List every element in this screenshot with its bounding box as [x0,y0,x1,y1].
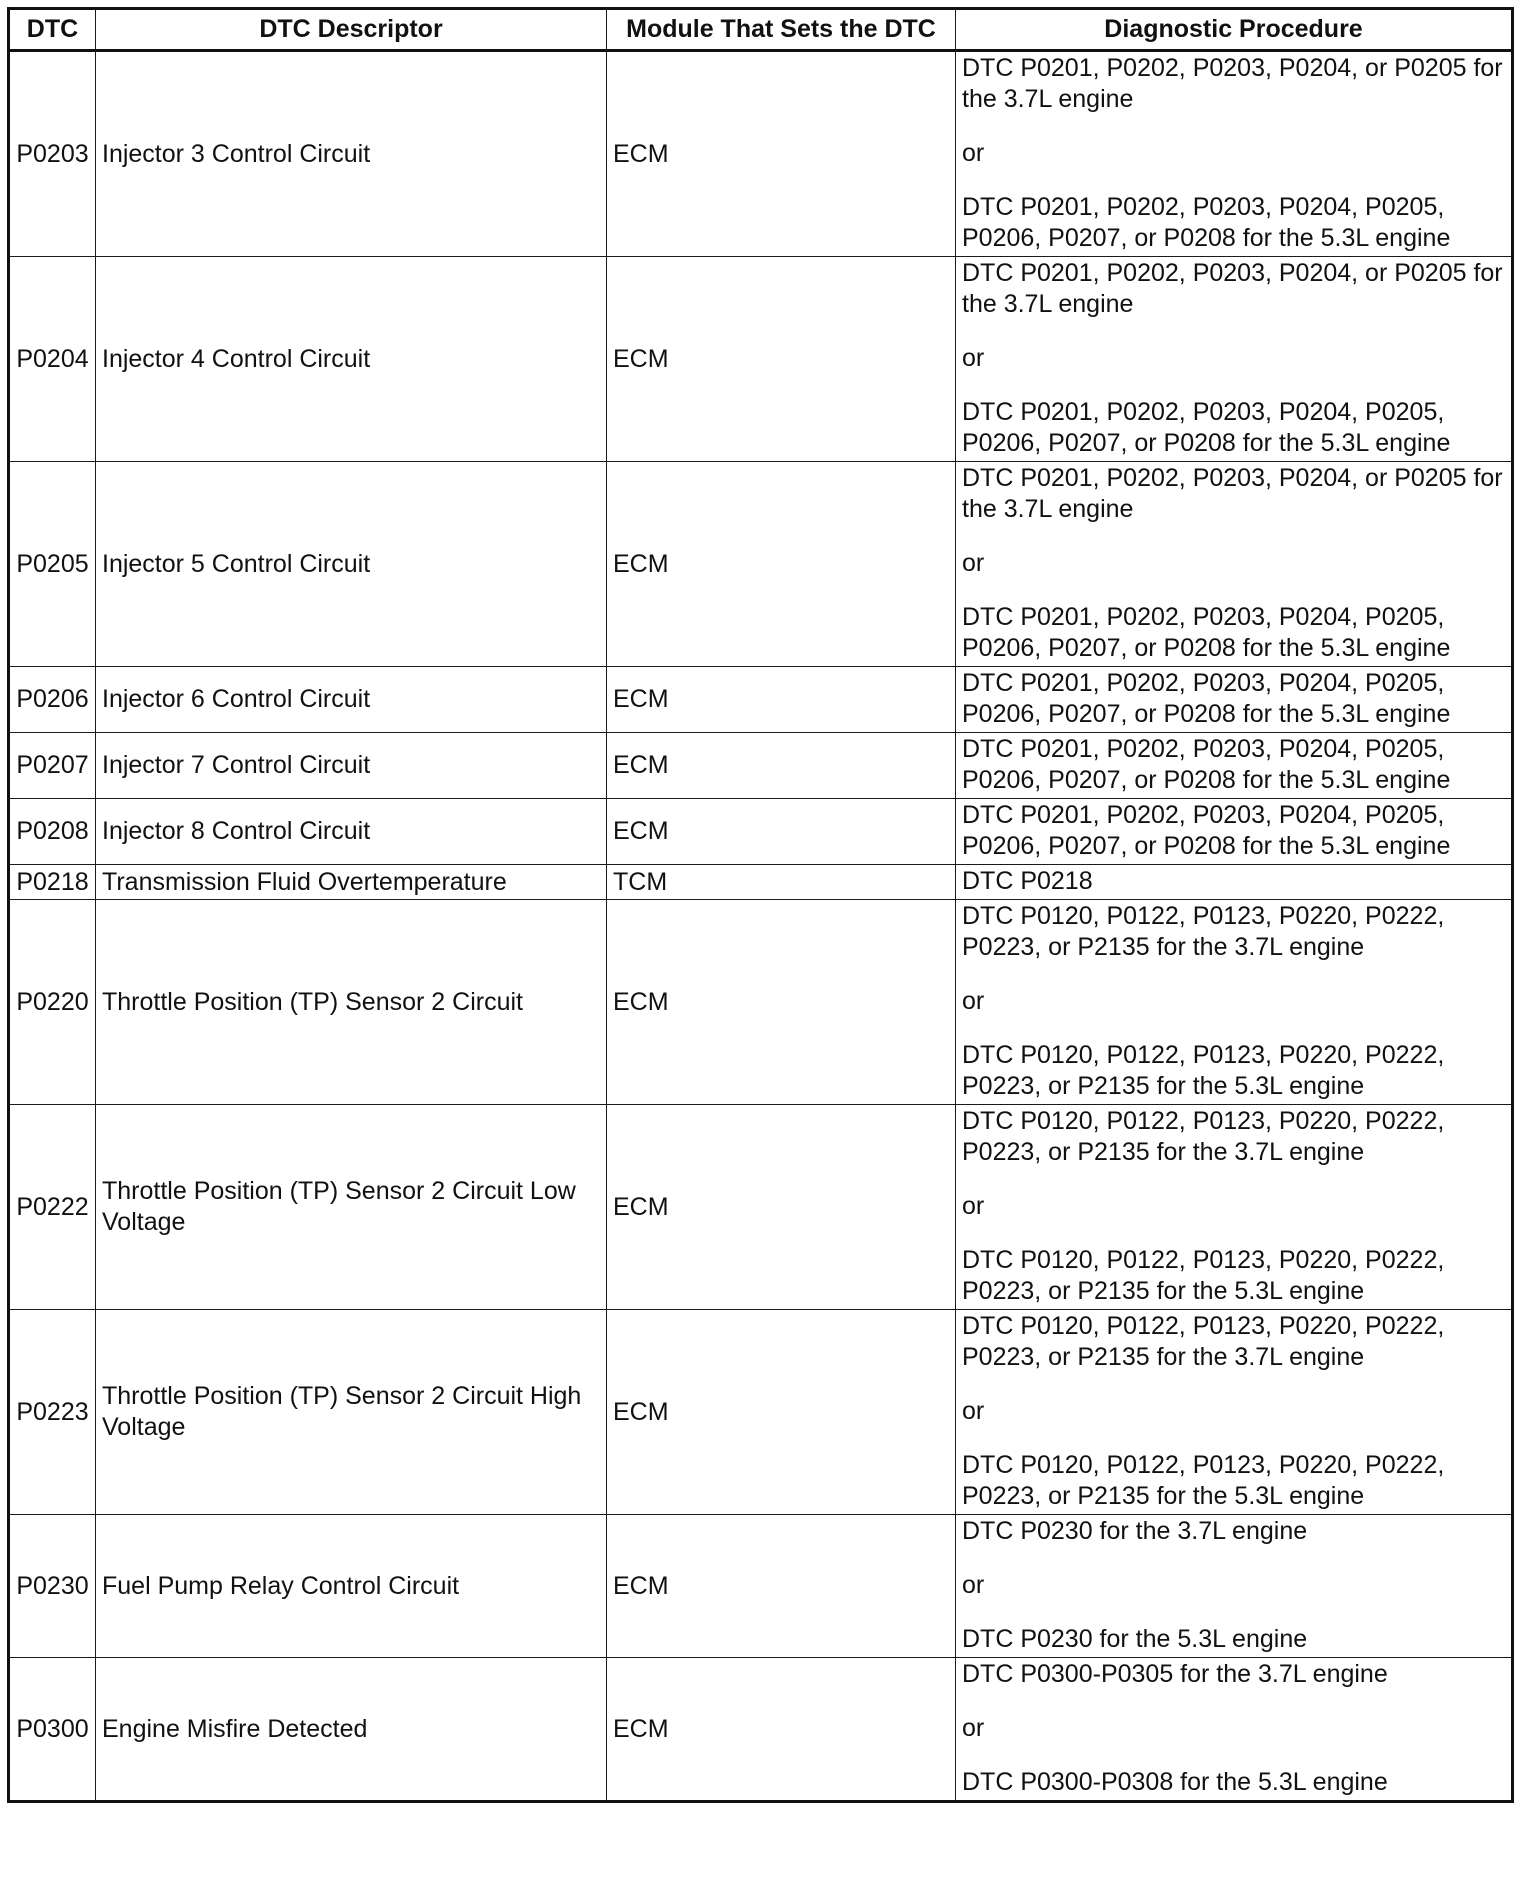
paragraph-spacer [962,1744,1505,1767]
diagnostic-procedure-cell [956,733,1513,799]
module-cell: ECM [607,1310,956,1515]
paragraph-spacer [962,374,1505,397]
procedure-text: DTC P0201, P0202, P0203, P0204, or P0205 for the 3.7L engine [962,259,1503,318]
procedure-text: DTC P0120, P0122, P0123, P0220, P0222, P0223, or P2135 for the 5.3L engine [962,1041,1445,1100]
header-row [9,9,1513,51]
dtc-descriptor-cell: Fuel Pump Relay Control Circuit [96,1515,607,1658]
module-cell: ECM [607,257,956,462]
diagnostic-procedure-cell [956,799,1513,865]
procedure-or-separator: or [962,1571,985,1599]
dtc-code-cell: P0205 [9,462,96,667]
table-row [9,1515,1513,1658]
dtc-code-cell: P0203 [9,51,96,257]
paragraph-spacer [962,1017,1505,1040]
dtc-code-cell: P0230 [9,1515,96,1658]
module-cell: ECM [607,1105,956,1310]
paragraph-spacer [962,579,1505,602]
module-cell: ECM [607,1658,956,1802]
diagnostic-procedure-cell [956,1105,1513,1310]
procedure-or-separator: or [962,344,985,372]
procedure-text: DTC P0120, P0122, P0123, P0220, P0222, P0223, or P2135 for the 5.3L engine [962,1246,1445,1305]
procedure-text: DTC P0218 [962,867,1093,895]
header-dtc: DTC [9,9,96,51]
dtc-table-container [7,7,1514,1803]
table-header [9,9,1513,51]
dtc-descriptor-cell: Injector 7 Control Circuit [96,733,607,799]
module-cell: ECM [607,667,956,733]
dtc-descriptor-cell: Throttle Position (TP) Sensor 2 Circuit [96,900,607,1105]
procedure-text: DTC P0230 for the 5.3L engine [962,1625,1308,1653]
paragraph-spacer [962,1601,1505,1624]
table-row [9,865,1513,900]
module-cell: TCM [607,865,956,900]
paragraph-spacer [962,320,1505,343]
procedure-or-separator: or [962,987,985,1015]
procedure-text: DTC P0230 for the 3.7L engine [962,1517,1308,1545]
procedure-or-separator: or [962,139,985,167]
dtc-descriptor-cell: Engine Misfire Detected [96,1658,607,1802]
table-row [9,733,1513,799]
dtc-code-cell: P0220 [9,900,96,1105]
dtc-descriptor-cell: Throttle Position (TP) Sensor 2 Circuit Low Voltage [96,1105,607,1310]
procedure-text: DTC P0201, P0202, P0203, P0204, P0205, P0206, P0207, or P0208 for the 5.3L engine [962,735,1451,794]
dtc-code-cell: P0222 [9,1105,96,1310]
paragraph-spacer [962,115,1505,138]
diagnostic-procedure-cell [956,900,1513,1105]
dtc-code-cell: P0208 [9,799,96,865]
dtc-descriptor-cell: Injector 4 Control Circuit [96,257,607,462]
diagnostic-procedure-cell [956,667,1513,733]
procedure-text: DTC P0201, P0202, P0203, P0204, or P0205 for the 3.7L engine [962,464,1503,523]
dtc-descriptor-cell: Injector 5 Control Circuit [96,462,607,667]
paragraph-spacer [962,1547,1505,1570]
procedure-text: DTC P0120, P0122, P0123, P0220, P0222, P0223, or P2135 for the 3.7L engine [962,902,1445,961]
paragraph-spacer [962,963,1505,986]
procedure-text: DTC P0201, P0202, P0203, P0204, P0205, P0206, P0207, or P0208 for the 5.3L engine [962,193,1451,252]
paragraph-spacer [962,1168,1505,1191]
dtc-descriptor-cell: Transmission Fluid Overtemperature [96,865,607,900]
module-cell: ECM [607,799,956,865]
table-row [9,1658,1513,1802]
dtc-table [7,7,1514,1803]
paragraph-spacer [962,1427,1505,1450]
dtc-descriptor-cell: Injector 8 Control Circuit [96,799,607,865]
paragraph-spacer [962,1222,1505,1245]
procedure-or-separator: or [962,549,985,577]
diagnostic-procedure-cell [956,51,1513,257]
dtc-code-cell: P0207 [9,733,96,799]
procedure-text: DTC P0201, P0202, P0203, P0204, P0205, P0206, P0207, or P0208 for the 5.3L engine [962,603,1451,662]
procedure-text: DTC P0300-P0305 for the 3.7L engine [962,1660,1388,1688]
paragraph-spacer [962,525,1505,548]
table-row [9,1105,1513,1310]
diagnostic-procedure-cell [956,1515,1513,1658]
module-cell: ECM [607,900,956,1105]
procedure-text: DTC P0120, P0122, P0123, P0220, P0222, P0223, or P2135 for the 3.7L engine [962,1312,1445,1371]
paragraph-spacer [962,1373,1505,1396]
header-diagnostic-procedure: Diagnostic Procedure [956,9,1513,51]
table-row [9,51,1513,257]
table-row [9,667,1513,733]
dtc-descriptor-cell: Injector 6 Control Circuit [96,667,607,733]
table-row [9,462,1513,667]
dtc-descriptor-cell: Injector 3 Control Circuit [96,51,607,257]
module-cell: ECM [607,51,956,257]
module-cell: ECM [607,733,956,799]
module-cell: ECM [607,462,956,667]
diagnostic-procedure-cell [956,257,1513,462]
table-body [9,51,1513,1802]
procedure-text: DTC P0120, P0122, P0123, P0220, P0222, P0223, or P2135 for the 3.7L engine [962,1107,1445,1166]
procedure-text: DTC P0120, P0122, P0123, P0220, P0222, P0223, or P2135 for the 5.3L engine [962,1451,1445,1510]
paragraph-spacer [962,169,1505,192]
procedure-text: DTC P0300-P0308 for the 5.3L engine [962,1768,1388,1796]
table-row [9,257,1513,462]
dtc-code-cell: P0223 [9,1310,96,1515]
header-dtc-descriptor: DTC Descriptor [96,9,607,51]
table-row [9,799,1513,865]
table-row [9,1310,1513,1515]
procedure-text: DTC P0201, P0202, P0203, P0204, P0205, P0206, P0207, or P0208 for the 5.3L engine [962,398,1451,457]
dtc-code-cell: P0206 [9,667,96,733]
procedure-text: DTC P0201, P0202, P0203, P0204, P0205, P0206, P0207, or P0208 for the 5.3L engine [962,801,1451,860]
dtc-code-cell: P0300 [9,1658,96,1802]
dtc-code-cell: P0218 [9,865,96,900]
diagnostic-procedure-cell [956,865,1513,900]
diagnostic-procedure-cell [956,1658,1513,1802]
header-module: Module That Sets the DTC [607,9,956,51]
dtc-code-cell: P0204 [9,257,96,462]
procedure-or-separator: or [962,1397,985,1425]
diagnostic-procedure-cell [956,1310,1513,1515]
procedure-text: DTC P0201, P0202, P0203, P0204, P0205, P0206, P0207, or P0208 for the 5.3L engine [962,669,1451,728]
diagnostic-procedure-cell [956,462,1513,667]
procedure-or-separator: or [962,1714,985,1742]
procedure-text: DTC P0201, P0202, P0203, P0204, or P0205 for the 3.7L engine [962,54,1503,113]
table-row [9,900,1513,1105]
procedure-or-separator: or [962,1192,985,1220]
dtc-descriptor-cell: Throttle Position (TP) Sensor 2 Circuit High Voltage [96,1310,607,1515]
module-cell: ECM [607,1515,956,1658]
paragraph-spacer [962,1690,1505,1713]
